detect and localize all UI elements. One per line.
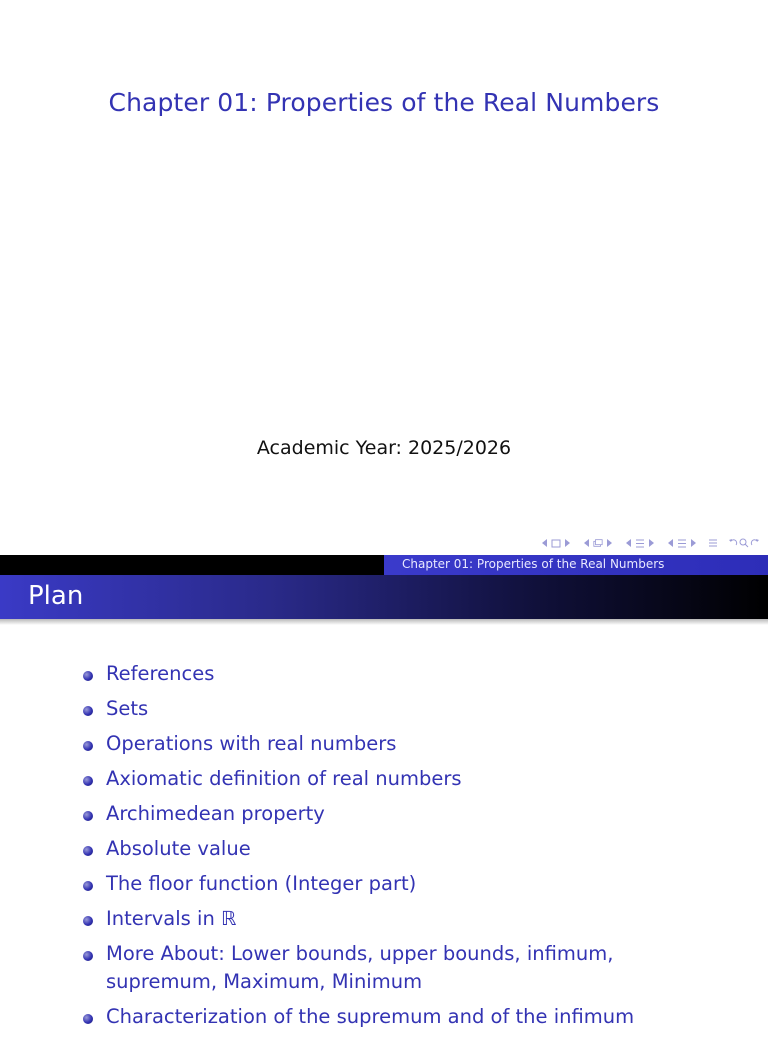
arrow-left-icon[interactable] (624, 538, 634, 548)
appendix-nav (708, 538, 718, 548)
section-nav (624, 538, 656, 548)
bullet-icon (83, 916, 93, 926)
redo-icon[interactable] (750, 538, 760, 548)
beamer-navigation-bar (532, 536, 760, 550)
slide-headline-bar (0, 555, 768, 575)
arrow-left-icon[interactable] (540, 538, 550, 548)
bullet-icon (83, 776, 93, 786)
list-item-text: Sets (106, 697, 149, 720)
list-item (80, 870, 680, 898)
list-item-text: More About: Lower bounds, upper bounds, infimum, supremum, Maximum, Minimum (106, 942, 614, 993)
bullet-icon (83, 706, 93, 716)
subsection-icon[interactable] (593, 538, 603, 548)
arrow-right-icon[interactable] (646, 538, 656, 548)
bullet-icon (83, 1014, 93, 1024)
list-item-text: Intervals in ℝ (106, 907, 237, 930)
list-item-text: Axiomatic definition of real numbers (106, 767, 462, 790)
list-item (80, 800, 680, 828)
frame-title: Plan (28, 581, 84, 611)
section-icon[interactable] (677, 538, 687, 548)
bullet-icon (83, 671, 93, 681)
undo-icon[interactable] (728, 538, 738, 548)
list-item-text: Absolute value (106, 837, 251, 860)
list-item-text: Archimedean property (106, 802, 325, 825)
bullet-icon (83, 951, 93, 961)
subsection-nav (582, 538, 614, 548)
arrow-right-icon[interactable] (688, 538, 698, 548)
slide-title: Chapter 01: Properties of the Real Numbers (108, 88, 660, 117)
headline-title: Chapter 01: Properties of the Real Numbers (402, 557, 665, 571)
search-nav (728, 538, 760, 548)
section-icon[interactable] (635, 538, 645, 548)
list-item (80, 695, 680, 723)
align-icon[interactable] (708, 538, 718, 548)
frame-nav (540, 538, 572, 548)
frame-title-bar (0, 575, 768, 619)
list-item (80, 835, 680, 863)
list-item-text: The floor function (Integer part) (106, 872, 417, 895)
list-item-text: Operations with real numbers (106, 732, 397, 755)
headline-section (384, 555, 768, 575)
frame-title-shadow (0, 619, 768, 625)
list-item-text: Characterization of the supremum and of the infimum (106, 1005, 635, 1028)
bullet-icon (83, 846, 93, 856)
bullet-icon (83, 881, 93, 891)
search-icon[interactable] (739, 538, 749, 548)
plan-list (80, 660, 680, 1038)
bullet-icon (83, 741, 93, 751)
arrow-right-icon[interactable] (604, 538, 614, 548)
arrow-right-icon[interactable] (562, 538, 572, 548)
list-item (80, 765, 680, 793)
arrow-left-icon[interactable] (666, 538, 676, 548)
document-nav (666, 538, 698, 548)
list-item-text: References (106, 662, 215, 685)
list-item (80, 1003, 680, 1031)
frame-icon[interactable] (551, 538, 561, 548)
list-item (80, 730, 680, 758)
arrow-left-icon[interactable] (582, 538, 592, 548)
academic-year: Academic Year: 2025/2026 (256, 437, 512, 459)
list-item (80, 660, 680, 688)
bullet-icon (83, 811, 93, 821)
list-item (80, 905, 680, 933)
list-item (80, 940, 680, 996)
